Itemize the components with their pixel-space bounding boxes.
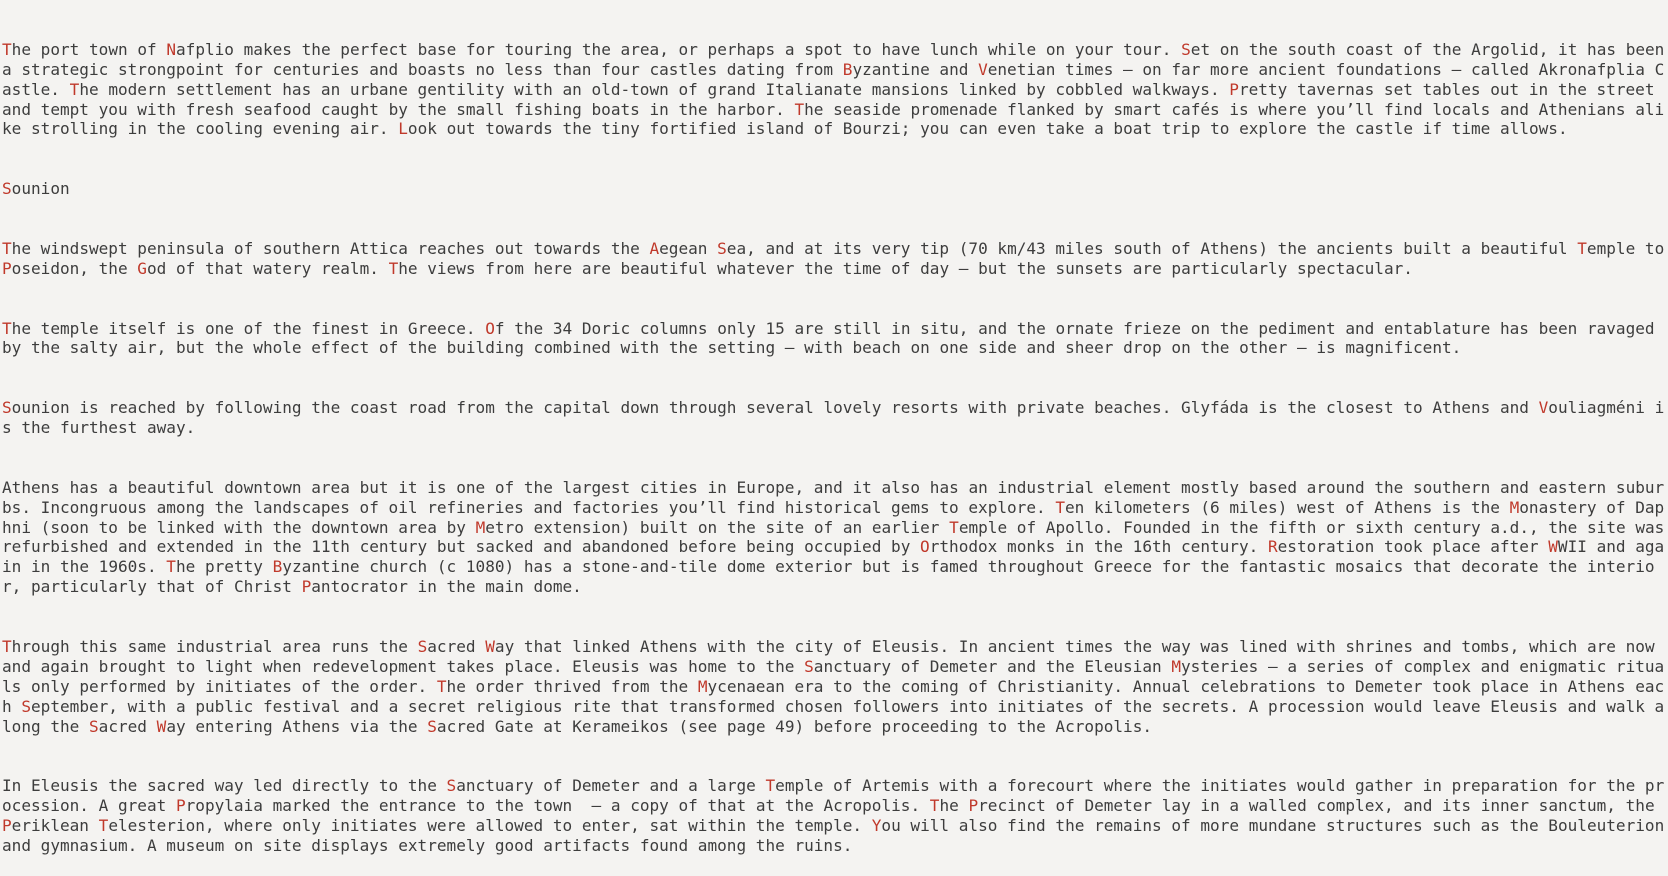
paragraph-sounion-temple: The temple itself is one of the finest in Greece. Of the 34 Doric columns only 15 are still in situ, and the ornate frieze on the pediment and entablature has been ravaged by the salty air, but the whole effect of the building combined with the setting — with beach on one side and sheer drop on the other — is magnificent. [2,318,1655,358]
section-heading-sounion: Sounion [2,179,70,199]
paragraph-eleusis: In Eleusis the sacred way led directly to the Sanctuary of Demeter and a large Temple of Artemis with a forecourt where the initiates would gather in preparation for the procession. A great Propylaia marked the entrance to the town — a copy of that at the Acropolis. The Precinct of Demeter lay in a walled complex, and its inner sanctum, the Periklean Telesterion, where only initiates were allowed to enter, sat within the temple. You will also find the remains of more mundane structures such as the Bouleuterion and gymnasium. A museum on site displays extremely good artifacts found among the ruins. [2,776,1665,856]
paragraph-sacred-way: Through this same industrial area runs the Sacred Way that linked Athens with the city of Eleusis. In ancient times the way was lined with shrines and tombs, which are now and again brought to light when redevelopment takes place. Eleusis was home to the Sanctuary of Demeter and the Eleusian Mysteries — a series of complex and enigmatic rituals only performed by initiates of the order. The order thrived from the Mycenaean era to the coming of Christianity. Annual celebrations to Demeter took place in Athens each September, with a public festival and a secret religious rite that transformed chosen followers into initiates of the secrets. A procession would leave Eleusis and walk along the Sacred Way entering Athens via the Sacred Gate at Kerameikos (see page 49) before proceeding to the Acropolis. [2,637,1665,736]
paragraph-sounion-peninsula: The windswept peninsula of southern Attica reaches out towards the Aegean Sea, and at its very tip (70 km/43 miles south of Athens) the ancients built a beautiful Temple to Poseidon, the God of that watery realm. The views from here are beautiful whatever the time of day — but the sunsets are particularly spectacular. [2,238,1665,278]
paragraph-nafplio: The port town of Nafplio makes the perfect base for touring the area, or perhaps a spot to have lunch while on your tour. Set on the south coast of the Argolid, it has been a strategic strongpoint for centuries and boasts no less than four castles dating from Byzantine and Venetian times — on far more ancient foundations — called Akronafplia Castle. The modern settlement has an urbane gentility with an old-town of grand Italianate mansions linked by cobbled walkways. Pretty tavernas set tables out in the street and tempt you with fresh seafood caught by the small fishing boats in the harbor. The seaside promenade flanked by smart cafés is where you’ll find locals and Athenians alike strolling in the cooling evening air. Look out towards the tiny fortified island of Bourzi; you can even take a boat trip to explore the castle if time allows. [2,39,1665,139]
paragraph-sounion-road: Sounion is reached by following the coast road from the capital down through several lovely resorts with private beaches. Glyfáda is the closest to Athens and Vouliagméni is the furthest away. [2,398,1665,438]
paragraph-athens-daphni: Athens has a beautiful downtown area but it is one of the largest cities in Europe, and it also has an industrial element mostly based around the southern and eastern suburbs. Incongruous among the landscapes of oil refineries and factories you’ll find historical gems to explore. Ten kilometers (6 miles) west of Athens is the Monastery of Daphni (soon to be linked with the downtown area by Metro extension) built on the site of an earlier Temple of Apollo. Founded in the fifth or sixth century a.d., the site was refurbished and extended in the 11th century but sacked and abandoned before being occupied by Orthodox monks in the 16th century. Restoration took place after WWII and again in the 1960s. The pretty Byzantine church (c 1080) has a stone-and-tile dome exterior but is famed throughout Greece for the fantastic mosaics that decorate the interior, particularly that of Christ Pantocrator in the main dome. [2,477,1665,597]
